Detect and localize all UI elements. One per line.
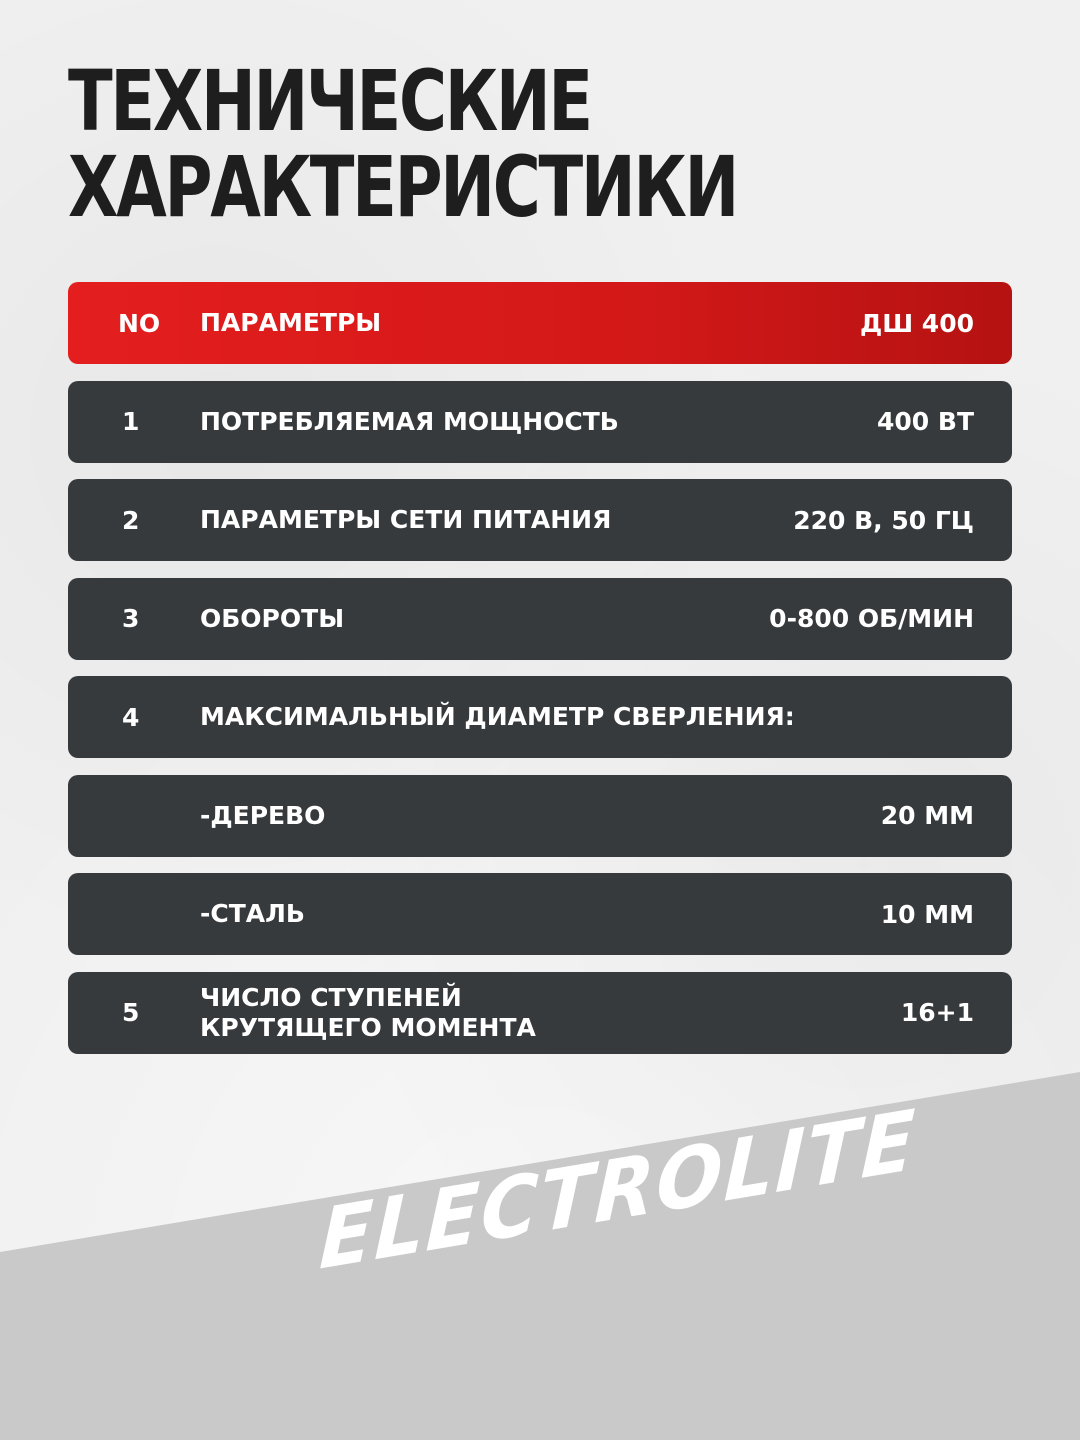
table-row (68, 873, 1012, 955)
row-value: 20 ММ (880, 801, 974, 830)
row-param: ОБОРОТЫ (200, 603, 345, 633)
row-value: 16+1 (900, 998, 974, 1027)
header-no: NO (118, 308, 161, 338)
row-number: 3 (122, 604, 140, 633)
row-value: 400 ВТ (877, 407, 974, 436)
table-row (68, 775, 1012, 857)
table-row (68, 578, 1012, 660)
header-value: ДШ 400 (859, 308, 974, 338)
table-row (68, 479, 1012, 561)
row-param: -СТАЛЬ (200, 899, 305, 928)
row-param: -ДЕРЕВО (200, 800, 326, 830)
row-number: 5 (122, 998, 140, 1027)
row-value: 10 ММ (880, 899, 974, 929)
page-title (68, 52, 738, 236)
row-value: 220 В, 50 ГЦ (793, 505, 974, 535)
page-title-line-2: ХАРАКТЕРИСТИКИ (68, 138, 738, 236)
row-param-line-1: ЧИСЛО СТУПЕНЕЙ (200, 982, 462, 1012)
page-title-line-1: ТЕХНИЧЕСКИЕ (68, 52, 591, 150)
row-param (200, 972, 850, 1054)
table-row (68, 381, 1012, 463)
row-value: 0-800 ОБ/МИН (769, 604, 974, 633)
table-header-row (68, 282, 1012, 364)
brand-logo: ELECTROLITE (317, 1092, 919, 1290)
row-param-line-2: КРУТЯЩЕГО МОМЕНТА (200, 1012, 536, 1042)
row-number: 2 (122, 505, 140, 535)
table-row (68, 972, 1012, 1054)
table-row (68, 676, 1012, 758)
specs-table (68, 282, 1012, 1070)
row-param: МАКСИМАЛЬНЫЙ ДИАМЕТР СВЕРЛЕНИЯ: (200, 702, 795, 731)
header-param: ПАРАМЕТРЫ (200, 308, 382, 337)
row-number: 4 (122, 702, 140, 732)
row-param: ПАРАМЕТРЫ СЕТИ ПИТАНИЯ (200, 505, 612, 534)
row-param: ПОТРЕБЛЯЕМАЯ МОЩНОСТЬ (200, 406, 619, 436)
row-number: 1 (122, 407, 140, 436)
